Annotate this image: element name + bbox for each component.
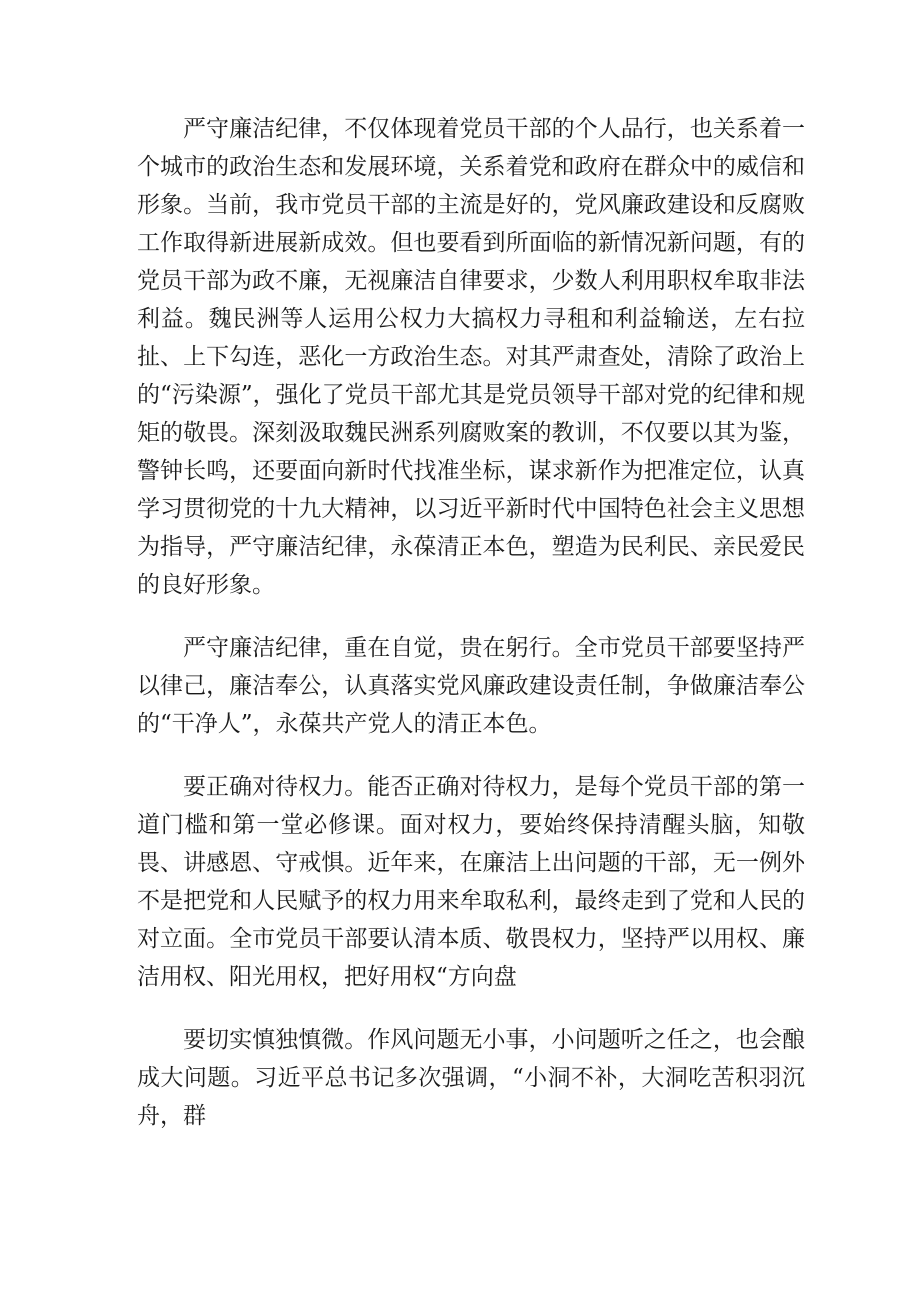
paragraph-3: 要正确对待权力。能否正确对待权力，是每个党员干部的第一道门槛和第一堂必修课。面对权力，要始终保持清醒头脑，知敬畏、讲感恩、守戒惧。近年来，在廉洁上出问题的干部，无一例外不是把党和人民赋予的权力用来牟取私利，最终走到了党和人民的对立面。全市党员干部要认清本质、敬畏权力，坚持严以用权、廉洁用权、阳光用权，把好用权“方向盘: [137, 774, 805, 990]
paragraph-2: 严守廉洁纪律，重在自觉，贵在躬行。全市党员干部要坚持严以律己，廉洁奉公，认真落实党风廉政建设责任制，争做廉洁奉公的“干净人”，永葆共产党人的清正本色。: [137, 635, 805, 737]
paragraph-4: 要切实慎独慎微。作风问题无小事，小问题听之任之，也会酿成大问题。习近平总书记多次强调，“小洞不补，大洞吃苦积羽沉舟，群: [137, 1027, 805, 1129]
paragraph-1: 严守廉洁纪律，不仅体现着党员干部的个人品行，也关系着一个城市的政治生态和发展环境，关系着党和政府在群众中的威信和形象。当前，我市党员干部的主流是好的，党风廉政建设和反腐败工作取得新进展新成效。但也要看到所面临的新情况新问题，有的党员干部为政不廉，无视廉洁自律要求，少数人利用职权牟取非法利益。魏民洲等人运用公权力大搞权力寻租和利益输送，左右拉扯、上下勾连，恶化一方政治生态。对其严肃查处，清除了政治上的“污染源”，强化了党员干部尤其是党员领导干部对党的纪律和规矩的敬畏。深刻汲取魏民洲系列腐败案的教训，不仅要以其为鉴，警钟长鸣，还要面向新时代找准坐标，谋求新作为把准定位，认真学习贯彻党的十九大精神，以习近平新时代中国特色社会主义思想为指导，严守廉洁纪律，永葆清正本色，塑造为民利民、亲民爱民的良好形象。: [137, 116, 805, 598]
document-body: [137, 110, 805, 1160]
